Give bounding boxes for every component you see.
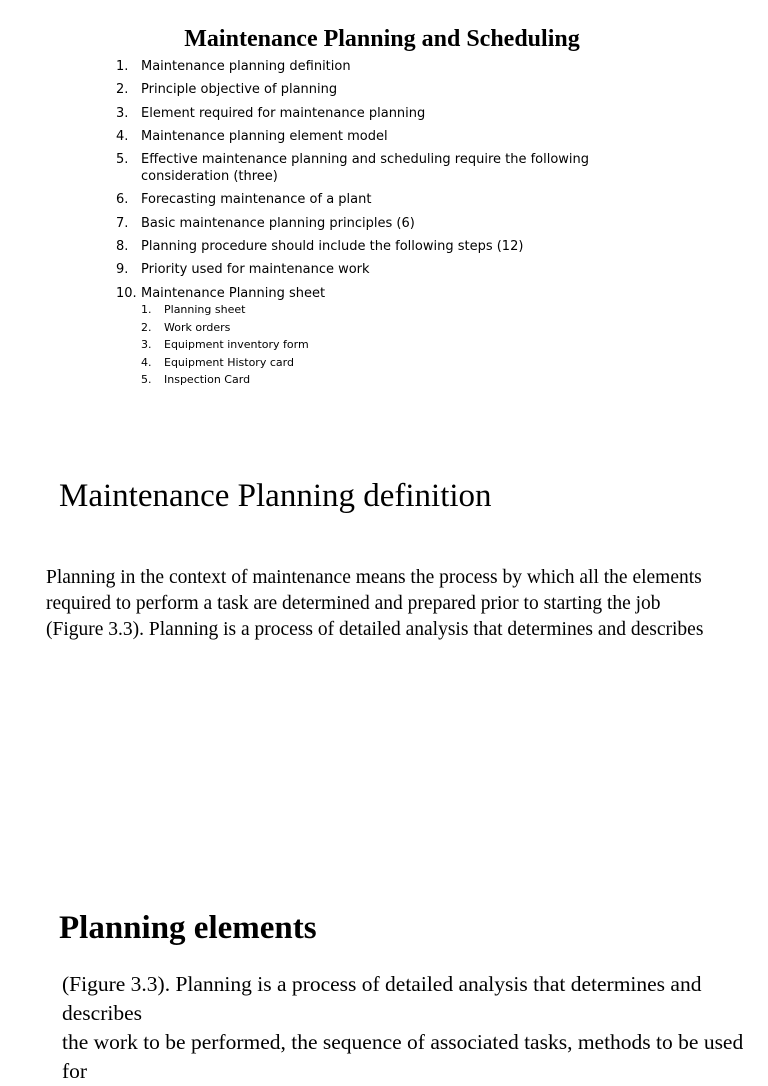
toc-item (116, 215, 676, 232)
sublist-item-text: Equipment History card (164, 355, 294, 369)
toc-item-number: 3. (116, 105, 129, 121)
sublist-item-text: Work orders (164, 320, 231, 334)
toc-item-number: 10. (116, 285, 137, 301)
toc-item (116, 58, 676, 75)
toc-item-number: 8. (116, 239, 129, 255)
toc-item (116, 238, 676, 255)
sublist-item-text: Inspection Card (164, 373, 251, 386)
toc-item-text: Forecasting maintenance of a plant (141, 192, 372, 208)
planning-sheet-sublist (141, 303, 541, 391)
toc-item-text: Planning procedure should include the following steps (12) (141, 239, 524, 255)
sublist-item-text: Equipment inventory form (164, 338, 309, 351)
sublist-item (141, 321, 541, 339)
toc-item-number: 5. (116, 152, 129, 168)
sublist-item-number: 5. (141, 373, 152, 386)
toc-item (116, 261, 676, 278)
table-of-contents (116, 58, 676, 308)
toc-item-text: Priority used for maintenance work (141, 262, 370, 278)
toc-item-text: Effective maintenance planning and scheduling require the following consideration (three) (141, 152, 590, 185)
sublist-item (141, 303, 541, 321)
sublist-item-text: Planning sheet (164, 303, 246, 316)
toc-item-number: 2. (116, 82, 129, 98)
toc-item-number: 6. (116, 192, 129, 208)
toc-item (116, 151, 676, 185)
sublist-item (141, 338, 541, 356)
toc-item (116, 105, 676, 122)
section-heading-definition: Maintenance Planning definition (59, 478, 492, 514)
toc-item (116, 128, 676, 145)
toc-item-text: Basic maintenance planning principles (6) (141, 215, 415, 231)
toc-item (116, 81, 676, 98)
toc-item-text: Maintenance Planning sheet (141, 285, 326, 301)
toc-item-text: Maintenance planning element model (141, 128, 388, 144)
sublist-item-number: 2. (141, 320, 152, 334)
sublist-item-number: 3. (141, 338, 152, 351)
document-title: Maintenance Planning and Scheduling (184, 26, 580, 52)
sublist-item (141, 356, 541, 374)
toc-item-text: Principle objective of planning (141, 82, 338, 98)
toc-item-number: 1. (116, 59, 129, 74)
sublist-item-number: 4. (141, 355, 152, 369)
toc-item-number: 7. (116, 215, 129, 231)
toc-item-text: Maintenance planning definition (141, 59, 351, 74)
definition-paragraph: Planning in the context of maintenance means the process by which all the elements required to perform a task are determined and prepared prior to starting the job (Figure 3.3). Planning is a process of detailed analysis that determines and describes (46, 567, 704, 640)
sublist-item (141, 373, 541, 391)
toc-item (116, 285, 676, 302)
sublist-item-number: 1. (141, 303, 152, 316)
toc-item-number: 9. (116, 262, 129, 278)
section-heading-planning-elements: Planning elements (59, 910, 317, 946)
toc-item-number: 4. (116, 128, 129, 144)
toc-item (116, 191, 676, 208)
planning-elements-paragraph: (Figure 3.3). Planning is a process of detailed analysis that determines and describes the work to be performed, the sequence of associated tasks, methods to be used for (62, 972, 744, 1083)
toc-item-text: Element required for maintenance planning (141, 105, 426, 121)
